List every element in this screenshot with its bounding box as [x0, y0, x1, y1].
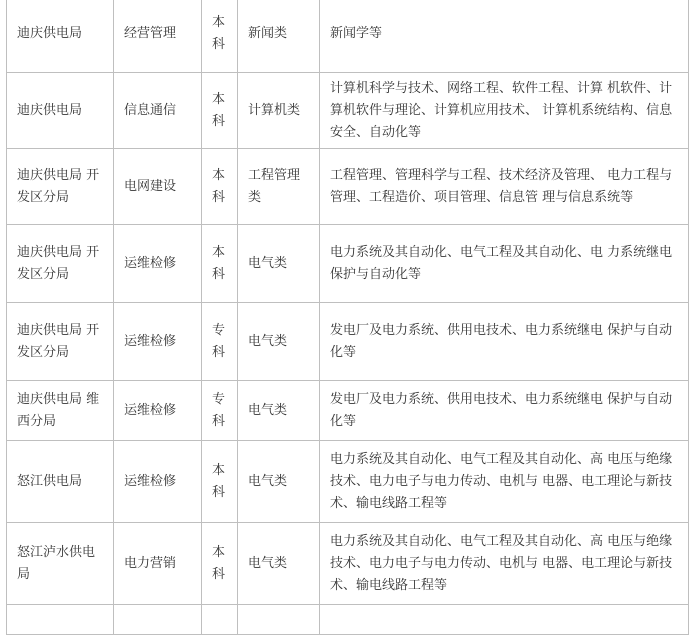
- education-cell: 专科: [202, 303, 238, 381]
- table-row-partial: [7, 605, 689, 635]
- post-cell: 运维检修: [114, 225, 202, 303]
- category-cell: 计算机类: [238, 73, 320, 149]
- category-cell: 电气类: [238, 303, 320, 381]
- post-cell: 经营管理: [114, 0, 202, 73]
- unit-cell: 怒江泸水供电局: [7, 523, 114, 605]
- education-cell: 本科: [202, 225, 238, 303]
- category-cell: 电气类: [238, 523, 320, 605]
- majors-cell: 电力系统及其自动化、电气工程及其自动化、高 电压与绝缘技术、电力电子与电力传动、电机与 电器、电工理论与新技术、输电线路工程等: [320, 441, 689, 523]
- post-cell: 电网建设: [114, 149, 202, 225]
- education-cell: 本科: [202, 149, 238, 225]
- majors-cell: 电力系统及其自动化、电气工程及其自动化、电 力系统继电保护与自动化等: [320, 225, 689, 303]
- majors-cell: 新闻学等: [320, 0, 689, 73]
- education-cell: 本科: [202, 523, 238, 605]
- empty-cell: [238, 605, 320, 635]
- table-row: [7, 303, 689, 381]
- empty-cell: [7, 605, 114, 635]
- majors-cell: 工程管理、管理科学与工程、技术经济及管理、 电力工程与管理、工程造价、项目管理、信息管 理与信息系统等: [320, 149, 689, 225]
- table-row: [7, 523, 689, 605]
- education-cell: 本科: [202, 73, 238, 149]
- unit-cell: 迪庆供电局 开发区分局: [7, 303, 114, 381]
- majors-cell: 计算机科学与技术、网络工程、软件工程、计算 机软件、计算机软件与理论、计算机应用技术、 计算机系统结构、信息安全、自动化等: [320, 73, 689, 149]
- table-row: [7, 0, 689, 73]
- unit-cell: 迪庆供电局: [7, 0, 114, 73]
- education-cell: 本科: [202, 0, 238, 73]
- category-cell: 电气类: [238, 381, 320, 441]
- table-row: [7, 381, 689, 441]
- unit-cell: 迪庆供电局: [7, 73, 114, 149]
- positions-table: [6, 0, 689, 635]
- empty-cell: [320, 605, 689, 635]
- education-cell: 专科: [202, 381, 238, 441]
- unit-cell: 怒江供电局: [7, 441, 114, 523]
- empty-cell: [202, 605, 238, 635]
- category-cell: 电气类: [238, 225, 320, 303]
- majors-cell: 发电厂及电力系统、供用电技术、电力系统继电 保护与自动化等: [320, 303, 689, 381]
- unit-cell: 迪庆供电局 开发区分局: [7, 225, 114, 303]
- table-row: [7, 149, 689, 225]
- post-cell: 电力营销: [114, 523, 202, 605]
- unit-cell: 迪庆供电局 维西分局: [7, 381, 114, 441]
- table-row: [7, 441, 689, 523]
- category-cell: 工程管理类: [238, 149, 320, 225]
- majors-cell: 发电厂及电力系统、供用电技术、电力系统继电 保护与自动化等: [320, 381, 689, 441]
- unit-cell: 迪庆供电局 开发区分局: [7, 149, 114, 225]
- education-cell: 本科: [202, 441, 238, 523]
- table-row: [7, 73, 689, 149]
- empty-cell: [114, 605, 202, 635]
- post-cell: 运维检修: [114, 441, 202, 523]
- post-cell: 信息通信: [114, 73, 202, 149]
- post-cell: 运维检修: [114, 303, 202, 381]
- post-cell: 运维检修: [114, 381, 202, 441]
- category-cell: 电气类: [238, 441, 320, 523]
- category-cell: 新闻类: [238, 0, 320, 73]
- majors-cell: 电力系统及其自动化、电气工程及其自动化、高 电压与绝缘技术、电力电子与电力传动、电机与 电器、电工理论与新技术、输电线路工程等: [320, 523, 689, 605]
- table-row: [7, 225, 689, 303]
